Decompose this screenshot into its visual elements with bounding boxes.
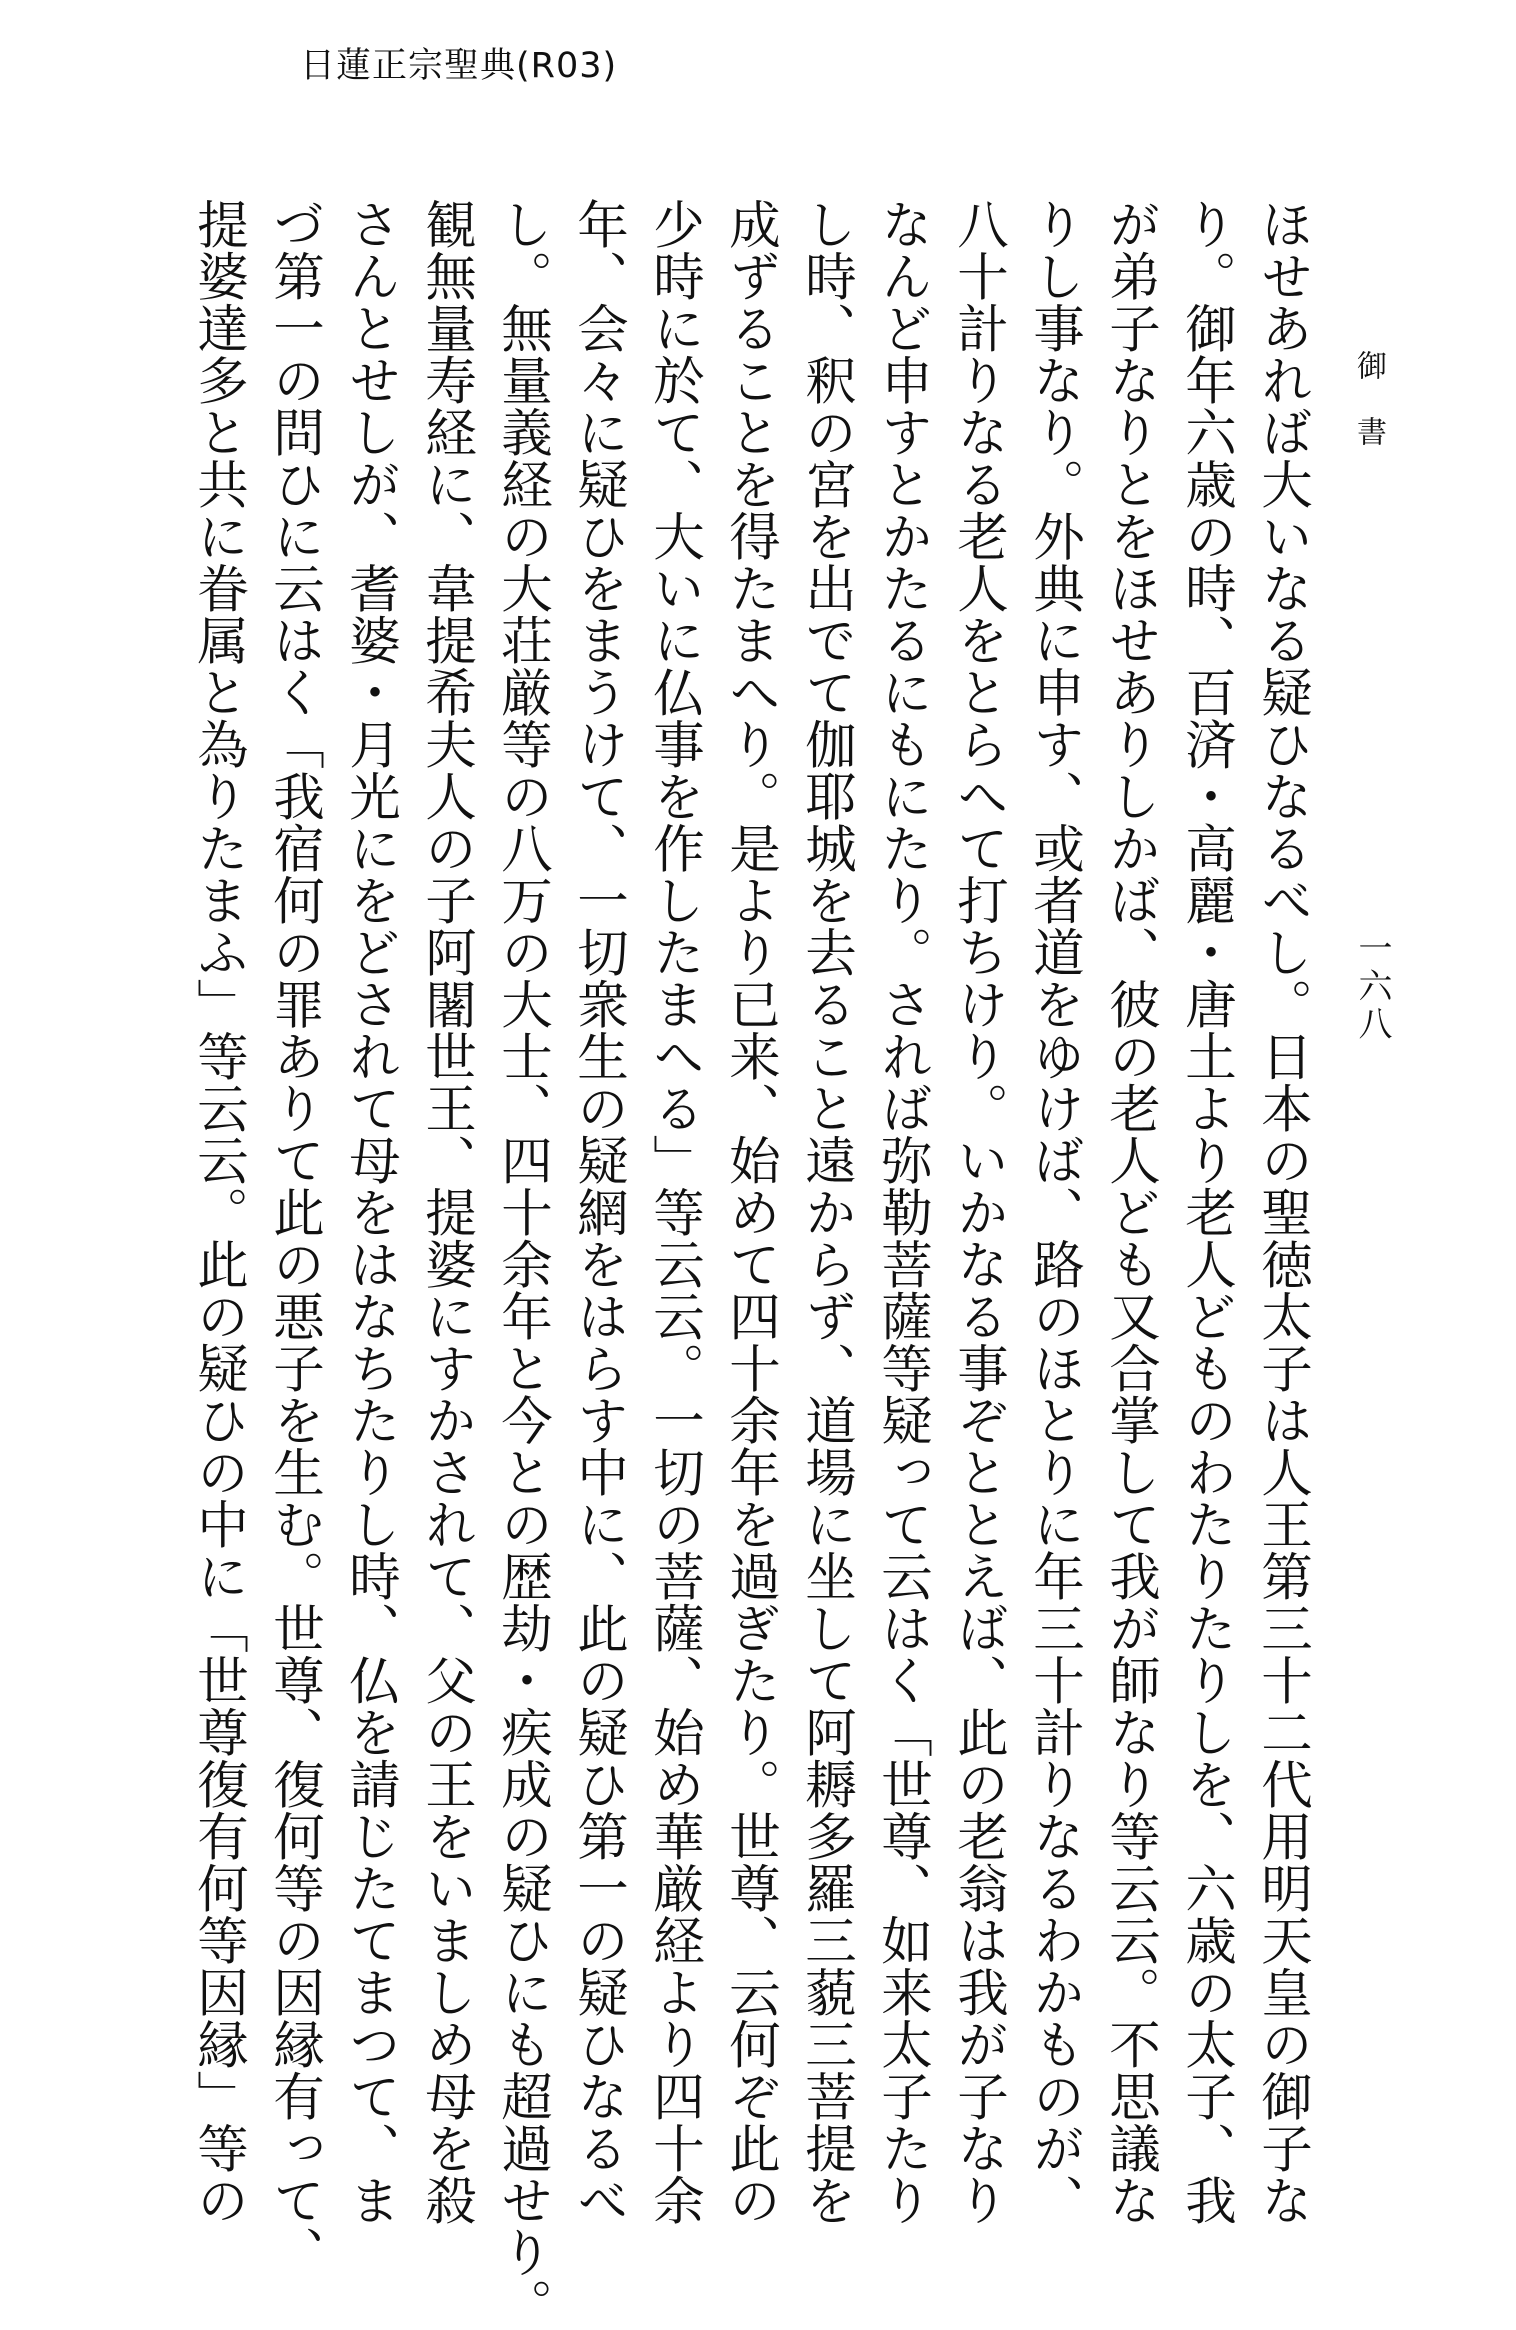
running-head: 御書	[1351, 350, 1386, 482]
text-line: 観無量寿経に、韋提希夫人の子阿闍世王、提婆にすかされて、父の王をいましめ母を殺	[416, 198, 476, 2226]
text-line: 少時に於て、大いに仏事を作したまへる」等云云。一切の菩薩、始め華厳経より四十余	[644, 198, 704, 2226]
text-line: が弟子なりとをほせありしかば、彼の老人ども又合掌して我が師なり等云云。不思議な	[1100, 198, 1160, 2226]
text-line: 八十計りなる老人をとらへて打ちけり。いかなる事ぞととえば、此の老翁は我が子なり	[948, 198, 1008, 2226]
page-number: 一六八	[1352, 930, 1392, 1044]
text-line: 成ずることを得たまへり。是より已来、始めて四十余年を過ぎたり。世尊、云何ぞ此の	[720, 198, 780, 2226]
text-line: り。御年六歳の時、百済・高麗・唐土より老人どものわたりたりしを、六歳の太子、我	[1176, 198, 1236, 2226]
text-line: 提婆達多と共に眷属と為りたまふ」等云云。此の疑ひの中に「世尊復有何等因縁」等の	[188, 198, 248, 2226]
text-line: りし事なり。外典に申す、或者道をゆけば、路のほとりに年三十計りなるわかものが、	[1024, 198, 1084, 2226]
body-text	[188, 198, 1320, 2330]
document-header-title: 日蓮正宗聖典(R03)	[300, 46, 618, 86]
text-line: ほせあれば大いなる疑ひなるべし。日本の聖徳太子は人王第三十二代用明天皇の御子な	[1252, 198, 1312, 2226]
text-line: なんど申すとかたるにもにたり。されば弥勒菩薩等疑って云はく「世尊、如来太子たり	[872, 198, 932, 2226]
text-line: 年、会々に疑ひをまうけて、一切衆生の疑網をはらす中に、此の疑ひ第一の疑ひなるべ	[568, 198, 628, 2226]
text-line: し。無量義経の大荘厳等の八万の大士、四十余年と今との歴劫・疾成の疑ひにも超過せり。	[492, 198, 552, 2330]
text-line: さんとせしが、耆婆・月光にをどされて母をはなちたりし時、仏を請じたてまつて、ま	[340, 198, 400, 2226]
text-line: づ第一の問ひに云はく「我宿何の罪ありて此の悪子を生む。世尊、復何等の因縁有って、	[264, 198, 324, 2278]
text-line: し時、釈の宮を出でて伽耶城を去ること遠からず、道場に坐して阿耨多羅三藐三菩提を	[796, 198, 856, 2226]
